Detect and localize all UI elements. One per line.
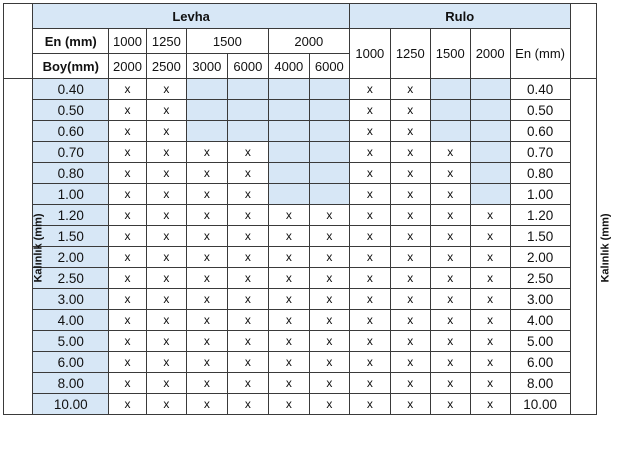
table-row bbox=[4, 310, 597, 331]
thickness-cell-right: 1.20 bbox=[510, 205, 570, 226]
thickness-cell-right: 3.00 bbox=[510, 289, 570, 310]
rulo-cell: x bbox=[390, 226, 430, 247]
table-row bbox=[4, 394, 597, 415]
levha-cell: x bbox=[186, 163, 227, 184]
thickness-cell-right: 4.00 bbox=[510, 310, 570, 331]
levha-cell: x bbox=[146, 268, 186, 289]
levha-boy-1: 2500 bbox=[146, 54, 186, 79]
rulo-cell bbox=[430, 121, 470, 142]
levha-cell: x bbox=[186, 289, 227, 310]
table-row bbox=[4, 163, 597, 184]
rulo-cell: x bbox=[430, 247, 470, 268]
levha-cell: x bbox=[309, 373, 349, 394]
rulo-cell: x bbox=[390, 268, 430, 289]
rulo-cell: x bbox=[349, 373, 390, 394]
rulo-en-1500: 1500 bbox=[430, 29, 470, 79]
levha-cell: x bbox=[186, 373, 227, 394]
rulo-cell: x bbox=[470, 394, 510, 415]
levha-cell bbox=[268, 184, 309, 205]
levha-cell: x bbox=[227, 268, 268, 289]
table-row bbox=[4, 121, 597, 142]
levha-boy-4: 4000 bbox=[268, 54, 309, 79]
kalinlik-left-text: Kalınlık (mm) bbox=[32, 212, 45, 283]
rulo-cell: x bbox=[470, 247, 510, 268]
levha-cell bbox=[309, 163, 349, 184]
levha-cell bbox=[268, 100, 309, 121]
levha-cell: x bbox=[186, 247, 227, 268]
rulo-cell: x bbox=[430, 268, 470, 289]
levha-cell: x bbox=[227, 352, 268, 373]
levha-cell: x bbox=[268, 247, 309, 268]
thickness-cell: 8.00 bbox=[33, 373, 109, 394]
levha-cell bbox=[186, 79, 227, 100]
levha-cell: x bbox=[146, 79, 186, 100]
levha-cell: x bbox=[186, 205, 227, 226]
levha-cell bbox=[309, 79, 349, 100]
thickness-cell: 0.40 bbox=[33, 79, 109, 100]
levha-boy-3: 6000 bbox=[227, 54, 268, 79]
rulo-cell: x bbox=[470, 226, 510, 247]
levha-cell: x bbox=[227, 163, 268, 184]
rulo-en-label: En (mm) bbox=[510, 29, 570, 79]
rulo-cell: x bbox=[430, 184, 470, 205]
levha-cell: x bbox=[109, 205, 147, 226]
rulo-cell: x bbox=[349, 394, 390, 415]
rulo-cell: x bbox=[349, 205, 390, 226]
levha-cell: x bbox=[268, 289, 309, 310]
thickness-cell: 2.50 bbox=[33, 268, 109, 289]
rulo-cell: x bbox=[470, 373, 510, 394]
rulo-en-2000: 2000 bbox=[470, 29, 510, 79]
levha-cell: x bbox=[227, 184, 268, 205]
rulo-cell: x bbox=[349, 142, 390, 163]
rulo-cell: x bbox=[430, 163, 470, 184]
rulo-cell: x bbox=[430, 289, 470, 310]
levha-cell: x bbox=[146, 352, 186, 373]
table-row bbox=[4, 79, 597, 100]
thickness-cell-right: 0.50 bbox=[510, 100, 570, 121]
levha-cell: x bbox=[109, 100, 147, 121]
levha-cell: x bbox=[146, 373, 186, 394]
thickness-cell: 0.50 bbox=[33, 100, 109, 121]
rulo-cell: x bbox=[390, 331, 430, 352]
thickness-cell: 1.20 bbox=[33, 205, 109, 226]
rulo-cell bbox=[470, 163, 510, 184]
levha-cell bbox=[309, 121, 349, 142]
rulo-en-1250: 1250 bbox=[390, 29, 430, 79]
rulo-cell: x bbox=[390, 163, 430, 184]
levha-cell: x bbox=[109, 184, 147, 205]
levha-cell: x bbox=[146, 142, 186, 163]
levha-cell: x bbox=[186, 352, 227, 373]
rulo-cell: x bbox=[349, 247, 390, 268]
table-row bbox=[4, 226, 597, 247]
thickness-cell-right: 10.00 bbox=[510, 394, 570, 415]
table-row bbox=[4, 142, 597, 163]
table-row bbox=[4, 268, 597, 289]
levha-cell: x bbox=[309, 205, 349, 226]
table-row bbox=[4, 352, 597, 373]
table-row bbox=[4, 373, 597, 394]
rulo-cell: x bbox=[349, 121, 390, 142]
levha-cell: x bbox=[109, 394, 147, 415]
levha-en-2000: 2000 bbox=[268, 29, 349, 54]
levha-cell: x bbox=[227, 373, 268, 394]
thickness-cell: 1.50 bbox=[33, 226, 109, 247]
levha-cell: x bbox=[109, 79, 147, 100]
levha-cell: x bbox=[146, 289, 186, 310]
levha-cell: x bbox=[268, 268, 309, 289]
levha-cell: x bbox=[268, 331, 309, 352]
levha-cell: x bbox=[109, 289, 147, 310]
levha-cell: x bbox=[146, 184, 186, 205]
table-row bbox=[4, 247, 597, 268]
rulo-cell: x bbox=[349, 289, 390, 310]
levha-cell: x bbox=[309, 289, 349, 310]
levha-cell bbox=[186, 100, 227, 121]
levha-cell: x bbox=[268, 394, 309, 415]
thickness-cell: 4.00 bbox=[33, 310, 109, 331]
levha-cell bbox=[309, 142, 349, 163]
product-availability-table bbox=[3, 3, 612, 415]
rulo-cell: x bbox=[470, 289, 510, 310]
thickness-cell: 2.00 bbox=[33, 247, 109, 268]
levha-cell: x bbox=[109, 163, 147, 184]
rulo-cell: x bbox=[349, 79, 390, 100]
thickness-cell: 6.00 bbox=[33, 352, 109, 373]
rulo-cell bbox=[470, 79, 510, 100]
rulo-cell: x bbox=[470, 268, 510, 289]
levha-cell: x bbox=[146, 331, 186, 352]
levha-cell: x bbox=[227, 142, 268, 163]
rulo-cell: x bbox=[470, 352, 510, 373]
levha-en-1250: 1250 bbox=[146, 29, 186, 54]
levha-cell bbox=[268, 163, 309, 184]
rulo-cell: x bbox=[390, 100, 430, 121]
levha-cell: x bbox=[186, 310, 227, 331]
rulo-cell: x bbox=[349, 352, 390, 373]
rulo-cell: x bbox=[349, 163, 390, 184]
rulo-cell: x bbox=[430, 226, 470, 247]
levha-cell: x bbox=[146, 121, 186, 142]
table-row bbox=[4, 205, 597, 226]
thickness-cell-right: 1.00 bbox=[510, 184, 570, 205]
levha-cell: x bbox=[268, 352, 309, 373]
kalinlik-right-text: Kalınlık (mm) bbox=[599, 212, 612, 283]
levha-cell: x bbox=[109, 331, 147, 352]
rulo-cell: x bbox=[430, 142, 470, 163]
boy-label: Boy(mm) bbox=[33, 54, 109, 79]
rulo-cell: x bbox=[349, 331, 390, 352]
thickness-cell: 0.80 bbox=[33, 163, 109, 184]
rulo-cell bbox=[430, 79, 470, 100]
levha-cell: x bbox=[227, 331, 268, 352]
rulo-cell bbox=[470, 184, 510, 205]
rulo-cell: x bbox=[390, 394, 430, 415]
levha-cell: x bbox=[186, 142, 227, 163]
table-body bbox=[4, 79, 612, 415]
thickness-cell: 0.70 bbox=[33, 142, 109, 163]
levha-cell bbox=[186, 121, 227, 142]
rulo-cell: x bbox=[390, 373, 430, 394]
levha-cell: x bbox=[309, 268, 349, 289]
thickness-cell-right: 2.50 bbox=[510, 268, 570, 289]
table-row bbox=[4, 289, 597, 310]
rulo-cell bbox=[470, 142, 510, 163]
rulo-cell: x bbox=[349, 226, 390, 247]
rulo-cell: x bbox=[430, 394, 470, 415]
thickness-cell-right: 0.80 bbox=[510, 163, 570, 184]
rulo-cell: x bbox=[349, 184, 390, 205]
levha-cell: x bbox=[268, 226, 309, 247]
rulo-cell bbox=[470, 121, 510, 142]
thickness-cell-right: 5.00 bbox=[510, 331, 570, 352]
levha-cell: x bbox=[109, 226, 147, 247]
rulo-cell: x bbox=[470, 205, 510, 226]
rulo-en-1000: 1000 bbox=[349, 29, 390, 79]
corner-right bbox=[570, 4, 596, 79]
levha-cell: x bbox=[146, 247, 186, 268]
rulo-cell: x bbox=[430, 205, 470, 226]
levha-cell: x bbox=[186, 268, 227, 289]
levha-cell: x bbox=[309, 226, 349, 247]
rulo-cell: x bbox=[430, 331, 470, 352]
levha-cell: x bbox=[109, 121, 147, 142]
table-row bbox=[4, 184, 597, 205]
levha-cell: x bbox=[109, 373, 147, 394]
levha-cell: x bbox=[227, 247, 268, 268]
levha-cell bbox=[309, 100, 349, 121]
levha-cell: x bbox=[146, 163, 186, 184]
rulo-cell: x bbox=[390, 205, 430, 226]
kalinlik-right-label bbox=[570, 79, 612, 415]
levha-cell: x bbox=[227, 289, 268, 310]
thickness-cell-right: 1.50 bbox=[510, 226, 570, 247]
levha-cell: x bbox=[268, 373, 309, 394]
levha-cell: x bbox=[109, 268, 147, 289]
levha-cell: x bbox=[227, 226, 268, 247]
kalinlik-left-label bbox=[4, 79, 45, 415]
rulo-cell: x bbox=[430, 352, 470, 373]
levha-cell: x bbox=[309, 394, 349, 415]
levha-cell: x bbox=[186, 331, 227, 352]
rulo-header: Rulo bbox=[349, 4, 570, 29]
rulo-cell: x bbox=[390, 247, 430, 268]
rulo-cell bbox=[430, 100, 470, 121]
thickness-cell-right: 0.60 bbox=[510, 121, 570, 142]
table-row bbox=[4, 100, 597, 121]
thickness-cell: 3.00 bbox=[33, 289, 109, 310]
levha-boy-2: 3000 bbox=[186, 54, 227, 79]
thickness-cell: 1.00 bbox=[33, 184, 109, 205]
levha-cell bbox=[309, 184, 349, 205]
rulo-cell: x bbox=[390, 121, 430, 142]
rulo-cell: x bbox=[470, 310, 510, 331]
rulo-cell: x bbox=[430, 373, 470, 394]
levha-cell: x bbox=[109, 142, 147, 163]
rulo-cell: x bbox=[390, 289, 430, 310]
thickness-cell-right: 8.00 bbox=[510, 373, 570, 394]
rulo-cell: x bbox=[349, 310, 390, 331]
thickness-cell: 5.00 bbox=[33, 331, 109, 352]
rulo-cell: x bbox=[390, 184, 430, 205]
en-label: En (mm) bbox=[33, 29, 109, 54]
levha-boy-0: 2000 bbox=[109, 54, 147, 79]
levha-cell bbox=[227, 121, 268, 142]
thickness-cell-right: 0.70 bbox=[510, 142, 570, 163]
levha-cell: x bbox=[309, 310, 349, 331]
levha-cell: x bbox=[186, 184, 227, 205]
levha-boy-5: 6000 bbox=[309, 54, 349, 79]
rulo-cell: x bbox=[390, 310, 430, 331]
thickness-cell: 10.00 bbox=[33, 394, 109, 415]
levha-cell: x bbox=[146, 310, 186, 331]
thickness-cell-right: 2.00 bbox=[510, 247, 570, 268]
levha-cell: x bbox=[186, 226, 227, 247]
rulo-cell: x bbox=[470, 331, 510, 352]
corner-left bbox=[4, 4, 33, 79]
rulo-cell bbox=[470, 100, 510, 121]
levha-cell: x bbox=[146, 100, 186, 121]
levha-en-1500: 1500 bbox=[186, 29, 268, 54]
rulo-cell: x bbox=[349, 100, 390, 121]
rulo-cell: x bbox=[390, 352, 430, 373]
levha-cell: x bbox=[309, 247, 349, 268]
levha-cell: x bbox=[309, 352, 349, 373]
thickness-cell: 0.60 bbox=[33, 121, 109, 142]
levha-en-1000: 1000 bbox=[109, 29, 147, 54]
levha-cell: x bbox=[146, 205, 186, 226]
levha-cell bbox=[227, 79, 268, 100]
levha-cell: x bbox=[109, 352, 147, 373]
levha-cell: x bbox=[109, 310, 147, 331]
levha-header: Levha bbox=[33, 4, 349, 29]
levha-cell bbox=[268, 142, 309, 163]
thickness-cell-right: 6.00 bbox=[510, 352, 570, 373]
levha-cell: x bbox=[309, 331, 349, 352]
levha-cell: x bbox=[227, 310, 268, 331]
levha-cell: x bbox=[268, 310, 309, 331]
levha-cell: x bbox=[227, 205, 268, 226]
table-row bbox=[4, 331, 597, 352]
rulo-cell: x bbox=[349, 268, 390, 289]
rulo-cell: x bbox=[390, 142, 430, 163]
levha-cell bbox=[268, 121, 309, 142]
levha-cell: x bbox=[186, 394, 227, 415]
levha-cell: x bbox=[268, 205, 309, 226]
levha-cell: x bbox=[146, 394, 186, 415]
thickness-cell-right: 0.40 bbox=[510, 79, 570, 100]
rulo-cell: x bbox=[430, 310, 470, 331]
levha-cell: x bbox=[146, 226, 186, 247]
levha-cell bbox=[227, 100, 268, 121]
levha-cell: x bbox=[227, 394, 268, 415]
levha-cell bbox=[268, 79, 309, 100]
rulo-cell: x bbox=[390, 79, 430, 100]
levha-cell: x bbox=[109, 247, 147, 268]
